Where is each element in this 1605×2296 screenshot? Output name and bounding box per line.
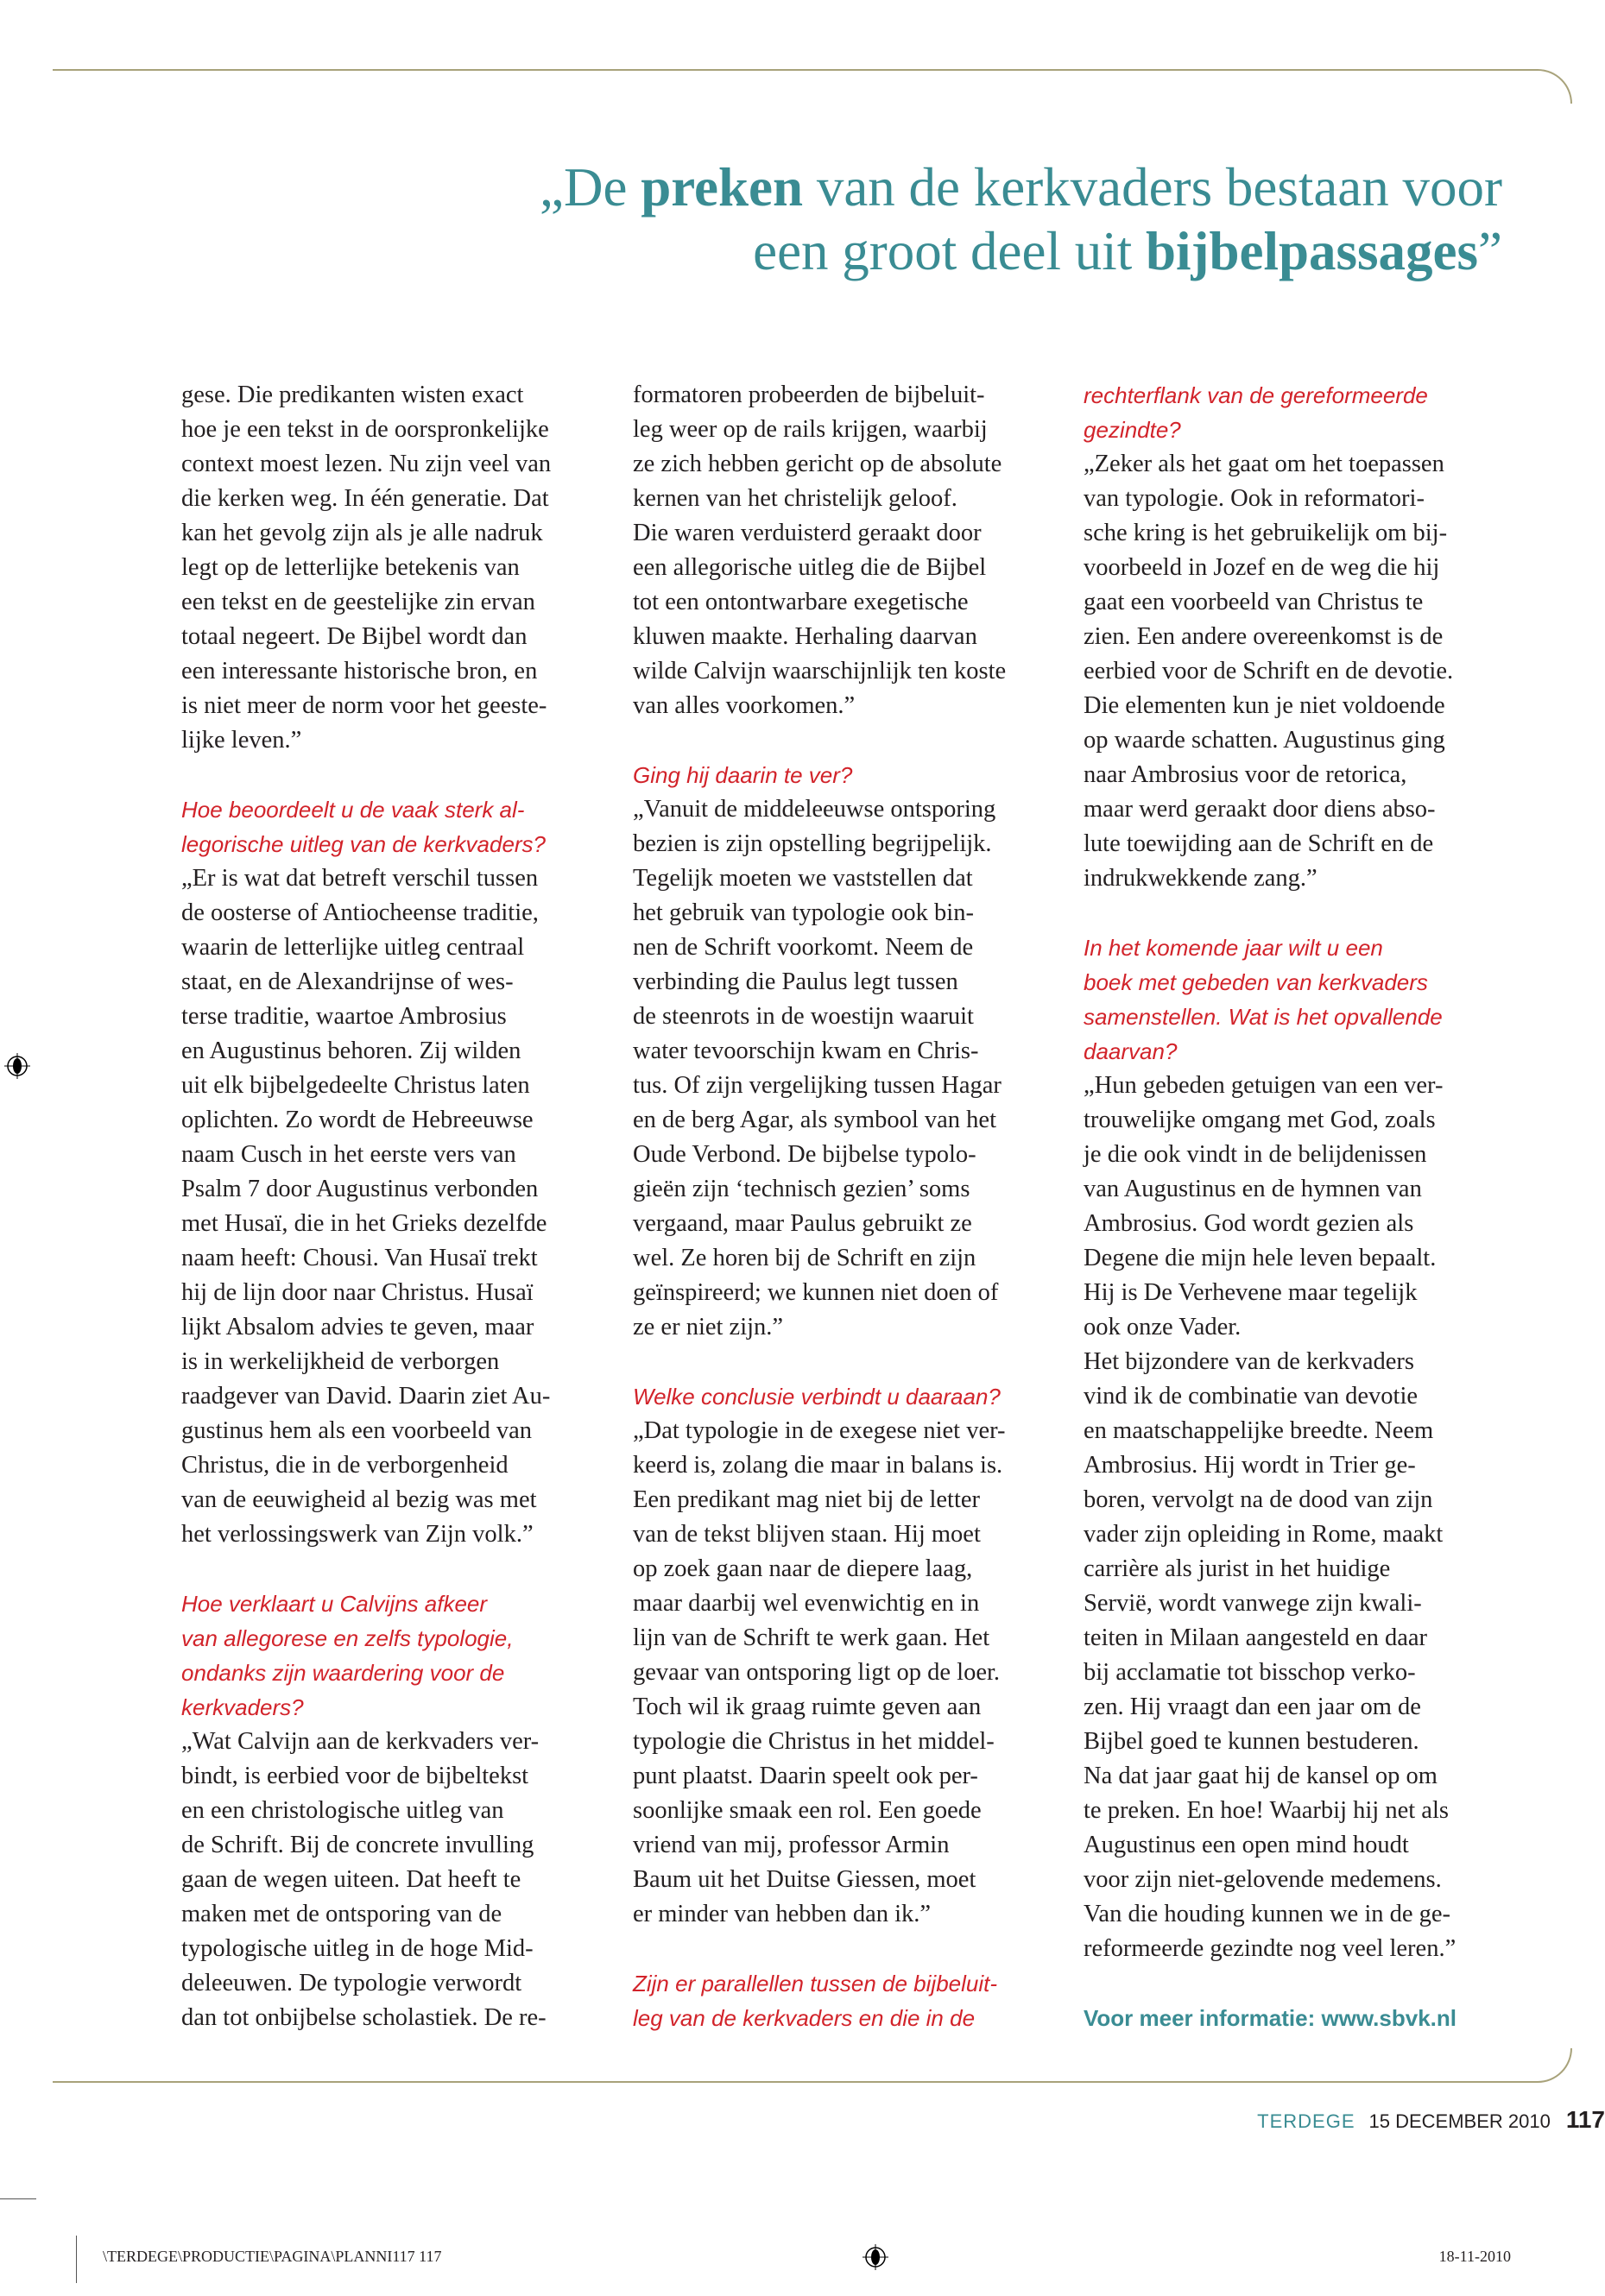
interview-qa (181, 1586, 604, 2035)
question-line: Welke conclusie verbindt u daaraan? (633, 1384, 1001, 1410)
answer-line: er minder van hebben dan ik.” (633, 1901, 932, 1927)
answer-line: „Dat typologie in de exegese niet ver- (633, 1417, 1006, 1444)
answer-line: vader zijn opleiding in Rome, maakt (1084, 1521, 1444, 1548)
answer-line: ze er niet zijn.” (633, 1314, 784, 1340)
answer-line: verbinding die Paulus legt tussen (633, 968, 958, 995)
answer-line: Bijbel goed te kunnen bestuderen. (1084, 1728, 1419, 1755)
answer-line: gaat een voorbeeld van Christus te (1084, 589, 1424, 615)
answer-line: en maatschappelijke breedte. Neem (1084, 1417, 1434, 1444)
text-line: leg weer op de rails krijgen, waarbij (633, 416, 988, 443)
answer-line: is in werkelijkheid de verborgen (181, 1348, 500, 1375)
answer-line: van de tekst blijven staan. Hij moet (633, 1521, 981, 1548)
answer-line: maar werd geraakt door diens abso- (1084, 796, 1436, 823)
answer-line: geïnspireerd; we kunnen niet doen of (633, 1279, 999, 1306)
answer-line: met Husaï, die in het Grieks dezelfde (181, 1210, 547, 1237)
answer-line: voorbeeld in Jozef en de weg die hij (1084, 554, 1440, 581)
text-line: hoe je een tekst in de oorspronkelijke (181, 416, 549, 443)
interview-qa (633, 1966, 1056, 2035)
text-line: lijke leven.” (181, 727, 302, 754)
text-line: die kerken weg. In één generatie. Dat (181, 485, 549, 512)
question-line: Ging hij daarin te ver? (633, 762, 853, 788)
answer-line: Na dat jaar gaat hij de kansel op om (1084, 1763, 1438, 1789)
answer-line: Augustinus een open mind houdt (1084, 1832, 1409, 1858)
answer-line: trouwelijke omgang met God, zoals (1084, 1107, 1436, 1133)
text-line: een tekst en de geestelijke zin ervan (181, 589, 535, 615)
answer-line: oplichten. Zo wordt de Hebreeuwse (181, 1107, 534, 1133)
text-line: een allegorische uitleg die de Bijbel (633, 554, 987, 581)
answer-line: maken met de ontsporing van de (181, 1901, 502, 1927)
answer-line: reformeerde gezindte nog veel leren.” (1084, 1935, 1457, 1962)
text-line: is niet meer de norm voor het geeste- (181, 692, 547, 719)
answer-line: gustinus hem als een voorbeeld van (181, 1417, 533, 1444)
answer-line: lijn van de Schrift te werk gaan. Het (633, 1624, 990, 1651)
text-line: totaal negeert. De Bijbel wordt dan (181, 623, 528, 650)
answer-line: Ambrosius. Hij wordt in Trier ge- (1084, 1452, 1416, 1479)
article-column-1 (181, 378, 604, 2070)
article-column-3 (1084, 378, 1507, 2070)
answer-line: „Vanuit de middeleeuwse ontsporing (633, 796, 996, 823)
question-line: leg van de kerkvaders en die in de (633, 2005, 976, 2031)
issue-date: 15 DECEMBER 2010 (1368, 2110, 1551, 2132)
text-line: kernen van het christelijk geloof. (633, 485, 957, 512)
registration-mark-icon (4, 1053, 30, 1079)
text-line: tot een ontontwarbare exegetische (633, 589, 969, 615)
answer-line: Van die houding kunnen we in de ge- (1084, 1901, 1451, 1927)
headline-line-1 (540, 155, 1502, 219)
question-line: In het komende jaar wilt u een (1084, 935, 1383, 961)
answer-line: en een christologische uitleg van (181, 1797, 504, 1824)
question-line: Zijn er parallellen tussen de bijbeluit- (633, 1971, 998, 1996)
answer-line: Een predikant mag niet bij de letter (633, 1486, 981, 1513)
answer-line: staat, en de Alexandrijnse of wes- (181, 968, 514, 995)
interview-qa (1084, 930, 1507, 1966)
answer-line: en de berg Agar, als symbool van het (633, 1107, 996, 1133)
answer-line: waarin de letterlijke uitleg centraal (181, 934, 525, 961)
more-info (1084, 2001, 1507, 2035)
answer-line: naam Cusch in het eerste vers van (181, 1141, 516, 1168)
text-line: kan het gevolg zijn als je alle nadruk (181, 520, 543, 546)
question-line: samenstellen. Wat is het opvallende (1084, 1004, 1443, 1030)
answer-line: gevaar van ontsporing ligt op de loer. (633, 1659, 1001, 1686)
answer-line: de Schrift. Bij de concrete invulling (181, 1832, 534, 1858)
answer-line: van typologie. Ook in reformatori- (1084, 485, 1425, 512)
text-line: Die waren verduisterd geraakt door (633, 520, 982, 546)
answer-line: keerd is, zolang die maar in balans is. (633, 1452, 1003, 1479)
pull-quote-headline (540, 155, 1502, 283)
interview-qa (1084, 378, 1507, 896)
answer-line: water tevoorschijn kwam en Chris- (633, 1038, 979, 1064)
answer-line: vergaand, maar Paulus gebruikt ze (633, 1210, 972, 1237)
question-line: kerkvaders? (181, 1694, 304, 1720)
answer-line: je die ook vindt in de belijdenissen (1084, 1141, 1427, 1168)
answer-line: „Hun gebeden getuigen van een ver- (1084, 1072, 1444, 1099)
answer-line: uit elk bijbelgedeelte Christus laten (181, 1072, 530, 1099)
bottom-rule (53, 2048, 1572, 2083)
headline-text: „De (540, 157, 641, 218)
answer-line: indrukwekkende zang.” (1084, 865, 1317, 892)
answer-line: Baum uit het Duitse Giessen, moet (633, 1866, 976, 1893)
answer-line: naam heeft: Chousi. Van Husaï trekt (181, 1245, 538, 1271)
page-folio (1257, 2106, 1605, 2134)
registration-mark-icon (863, 2244, 888, 2270)
answer-line: de oosterse of Antiocheense traditie, (181, 899, 539, 926)
headline-bold: bijbelpassages (1145, 221, 1479, 281)
answer-line: te preken. En hoe! Waarbij hij net als (1084, 1797, 1449, 1824)
paragraph (181, 378, 604, 758)
answer-line: op zoek gaan naar de diepere laag, (633, 1555, 973, 1582)
headline-text: een groot deel uit (753, 221, 1146, 281)
answer-line: Servië, wordt vanwege zijn kwali- (1084, 1590, 1422, 1617)
answer-line: vind ik de combinatie van devotie (1084, 1383, 1419, 1410)
text-line: een interessante historische bron, en (181, 658, 538, 684)
top-rule (53, 69, 1572, 104)
answer-line: Psalm 7 door Augustinus verbonden (181, 1176, 539, 1202)
page-number: 117 (1565, 2106, 1605, 2133)
text-line: van alles voorkomen.” (633, 692, 856, 719)
answer-line: gaan de wegen uiteen. Dat heeft te (181, 1866, 521, 1893)
text-line: kluwen maakte. Herhaling daarvan (633, 623, 977, 650)
answer-line: Die elementen kun je niet voldoende (1084, 692, 1445, 719)
answer-line: boren, vervolgt na de dood van zijn (1084, 1486, 1433, 1513)
answer-line: de steenrots in de woestijn waaruit (633, 1003, 974, 1030)
question-line: Hoe beoordeelt u de vaak sterk al- (181, 797, 525, 823)
answer-line: hij de lijn door naar Christus. Husaï (181, 1279, 534, 1306)
answer-line: vriend van mij, professor Armin (633, 1832, 950, 1858)
answer-line: van Augustinus en de hymnen van (1084, 1176, 1422, 1202)
magazine-name: TERDEGE (1257, 2110, 1355, 2132)
question-line: van allegorese en zelfs typologie, (181, 1625, 514, 1651)
answer-line: wel. Ze horen bij de Schrift en zijn (633, 1245, 976, 1271)
question-line: rechterflank van de gereformeerde (1084, 382, 1428, 408)
answer-line: lute toewijding aan de Schrift en de (1084, 830, 1434, 857)
answer-line: punt plaatst. Daarin speelt ook per- (633, 1763, 978, 1789)
article-column-2 (633, 378, 1056, 2070)
answer-line: nen de Schrift voorkomt. Neem de (633, 934, 974, 961)
answer-line: het verlossingswerk van Zijn volk.” (181, 1521, 534, 1548)
question-line: daarvan? (1084, 1038, 1178, 1064)
answer-line: gieën zijn ‘technisch gezien’ soms (633, 1176, 970, 1202)
answer-line: en Augustinus behoren. Zij wilden (181, 1038, 521, 1064)
answer-line: sche kring is het gebruikelijk om bij- (1084, 520, 1448, 546)
question-line: Hoe verklaart u Calvijns afkeer (181, 1591, 488, 1617)
interview-qa (633, 1379, 1056, 1932)
answer-line: het gebruik van typologie ook bin- (633, 899, 974, 926)
answer-line: Toch wil ik graag ruimte geven aan (633, 1694, 982, 1720)
answer-line: raadgever van David. Daarin ziet Au- (181, 1383, 551, 1410)
answer-line: bezien is zijn opstelling begrijpelijk. (633, 830, 992, 857)
crop-mark (76, 2236, 77, 2283)
answer-line: zen. Hij vraagt dan een jaar om de (1084, 1694, 1421, 1720)
text-line: gese. Die predikanten wisten exact (181, 382, 524, 408)
answer-line: van de eeuwigheid al bezig was met (181, 1486, 537, 1513)
slug-date: 18-11-2010 (1438, 2248, 1511, 2265)
answer-line: dan tot onbijbelse scholastiek. De re- (181, 2004, 547, 2031)
text-line: ze zich hebben gericht op de absolute (633, 451, 1002, 477)
crop-mark (0, 2198, 36, 2199)
answer-line: tus. Of zijn vergelijking tussen Hagar (633, 1072, 1002, 1099)
interview-qa (181, 792, 604, 1552)
answer-line: Ambrosius. God wordt gezien als (1084, 1210, 1414, 1237)
answer-line: teiten in Milaan aangesteld en daar (1084, 1624, 1428, 1651)
answer-line: maar daarbij wel evenwichtig en in (633, 1590, 980, 1617)
answer-line: Christus, die in de verborgenheid (181, 1452, 509, 1479)
answer-line: op waarde schatten. Augustinus ging (1084, 727, 1445, 754)
question-line: boek met gebeden van kerkvaders (1084, 969, 1428, 995)
text-line: context moest lezen. Nu zijn veel van (181, 451, 552, 477)
answer-line: „Zeker als het gaat om het toepassen (1084, 451, 1444, 477)
answer-line: ook onze Vader. (1084, 1314, 1242, 1340)
headline-text: ” (1478, 221, 1502, 281)
answer-line: Hij is De Verhevene maar tegelijk (1084, 1279, 1418, 1306)
answer-line: typologie die Christus in het middel- (633, 1728, 995, 1755)
answer-line: eerbied voor de Schrift en de devotie. (1084, 658, 1454, 684)
answer-line: lijkt Absalom advies te geven, maar (181, 1314, 534, 1340)
answer-line: soonlijke smaak een rol. Een goede (633, 1797, 982, 1824)
answer-line: voor zijn niet-gelovende medemens. (1084, 1866, 1442, 1893)
question-line: ondanks zijn waardering voor de (181, 1660, 505, 1686)
headline-line-2 (540, 219, 1502, 283)
more-info-line: Voor meer informatie: www.sbvk.nl (1084, 2005, 1457, 2031)
answer-line: deleeuwen. De typologie verwordt (181, 1970, 522, 1996)
answer-line: naar Ambrosius voor de retorica, (1084, 761, 1407, 788)
slug-file-path: \TERDEGE\PRODUCTIE\PAGINA\PLANNI117 117 (103, 2248, 442, 2265)
answer-line: typologische uitleg in de hoge Mid- (181, 1935, 534, 1962)
answer-line: „Er is wat dat betreft verschil tussen (181, 865, 539, 892)
answer-line: zien. Een andere overeenkomst is de (1084, 623, 1444, 650)
question-line: legorische uitleg van de kerkvaders? (181, 831, 547, 857)
text-line: wilde Calvijn waarschijnlijk ten koste (633, 658, 1007, 684)
headline-bold: preken (641, 157, 804, 218)
question-line: gezindte? (1084, 417, 1181, 443)
answer-line: Tegelijk moeten we vaststellen dat (633, 865, 973, 892)
text-line: formatoren probeerden de bijbeluit- (633, 382, 985, 408)
text-line: legt op de letterlijke betekenis van (181, 554, 520, 581)
answer-line: „Wat Calvijn aan de kerkvaders ver- (181, 1728, 540, 1755)
answer-line: Degene die mijn hele leven bepaalt. (1084, 1245, 1437, 1271)
answer-line: Het bijzondere van de kerkvaders (1084, 1348, 1414, 1375)
answer-line: bij acclamatie tot bisschop verko- (1084, 1659, 1416, 1686)
headline-text: van de kerkvaders bestaan voor (803, 157, 1502, 218)
answer-line: terse traditie, waartoe Ambrosius (181, 1003, 507, 1030)
paragraph (633, 378, 1056, 723)
interview-qa (633, 758, 1056, 1345)
answer-line: carrière als jurist in het huidige (1084, 1555, 1391, 1582)
answer-line: bindt, is eerbied voor de bijbeltekst (181, 1763, 529, 1789)
answer-line: Oude Verbond. De bijbelse typolo- (633, 1141, 976, 1168)
